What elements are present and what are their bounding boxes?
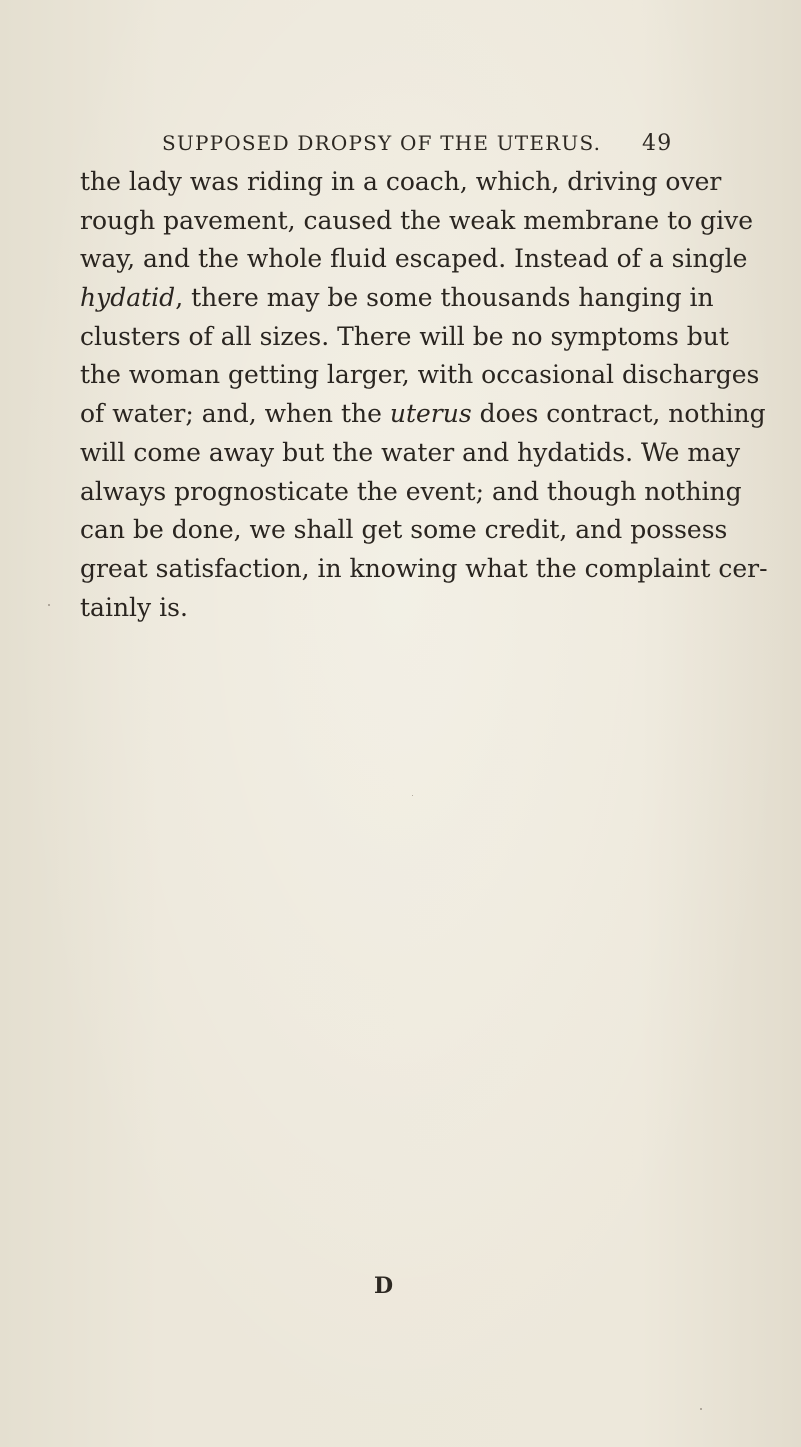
- text-line-7-content: of water; and, when the uterus does contract, nothing: [80, 399, 766, 429]
- paper-speck: [700, 1408, 702, 1410]
- text-line-10: [80, 511, 728, 550]
- text-line-7: [80, 395, 766, 434]
- paper-speck: [48, 604, 50, 606]
- running-title: SUPPOSED DROPSY OF THE UTERUS.: [162, 131, 602, 155]
- text-line-2-content: rough pavement, caused the weak membrane to give: [80, 205, 754, 235]
- text-line-1-content: the lady was riding in a coach, which, driving over: [80, 167, 722, 196]
- text-line-2: [80, 202, 754, 241]
- text-line-9: [80, 473, 742, 512]
- text-line-8-content: will come away but the water and hydatids. We may: [80, 437, 741, 467]
- running-head: [162, 131, 682, 155]
- text-line-5: [80, 318, 729, 357]
- text-line-11: [80, 550, 768, 589]
- text-line-10-content: can be done, we shall get some credit, and possess: [80, 515, 728, 545]
- text-line-6-content: the woman getting larger, with occasional discharges: [80, 360, 760, 390]
- signature-mark: D: [374, 1273, 394, 1299]
- text-line-4-content: hydatid, there may be some thousands hanging in: [80, 283, 714, 313]
- text-line-4: [80, 279, 714, 318]
- page-number: 49: [642, 131, 673, 156]
- text-line-12-content: tainly is.: [80, 592, 188, 622]
- text-line-9-content: always prognosticate the event; and though nothing: [80, 476, 742, 506]
- text-line-5-content: clusters of all sizes. There will be no symptoms but: [80, 321, 729, 351]
- text-line-11-content: great satisfaction, in knowing what the complaint cer-: [80, 553, 768, 583]
- text-line-6: [80, 356, 760, 395]
- paper-speck: [412, 795, 413, 796]
- text-line-8: [80, 434, 741, 473]
- text-line-1: [80, 163, 722, 202]
- text-line-12: [80, 589, 703, 628]
- text-line-3: [80, 240, 748, 279]
- body-text: [80, 163, 768, 627]
- text-line-3-content: way, and the whole fluid escaped. Instead of a single: [80, 244, 748, 274]
